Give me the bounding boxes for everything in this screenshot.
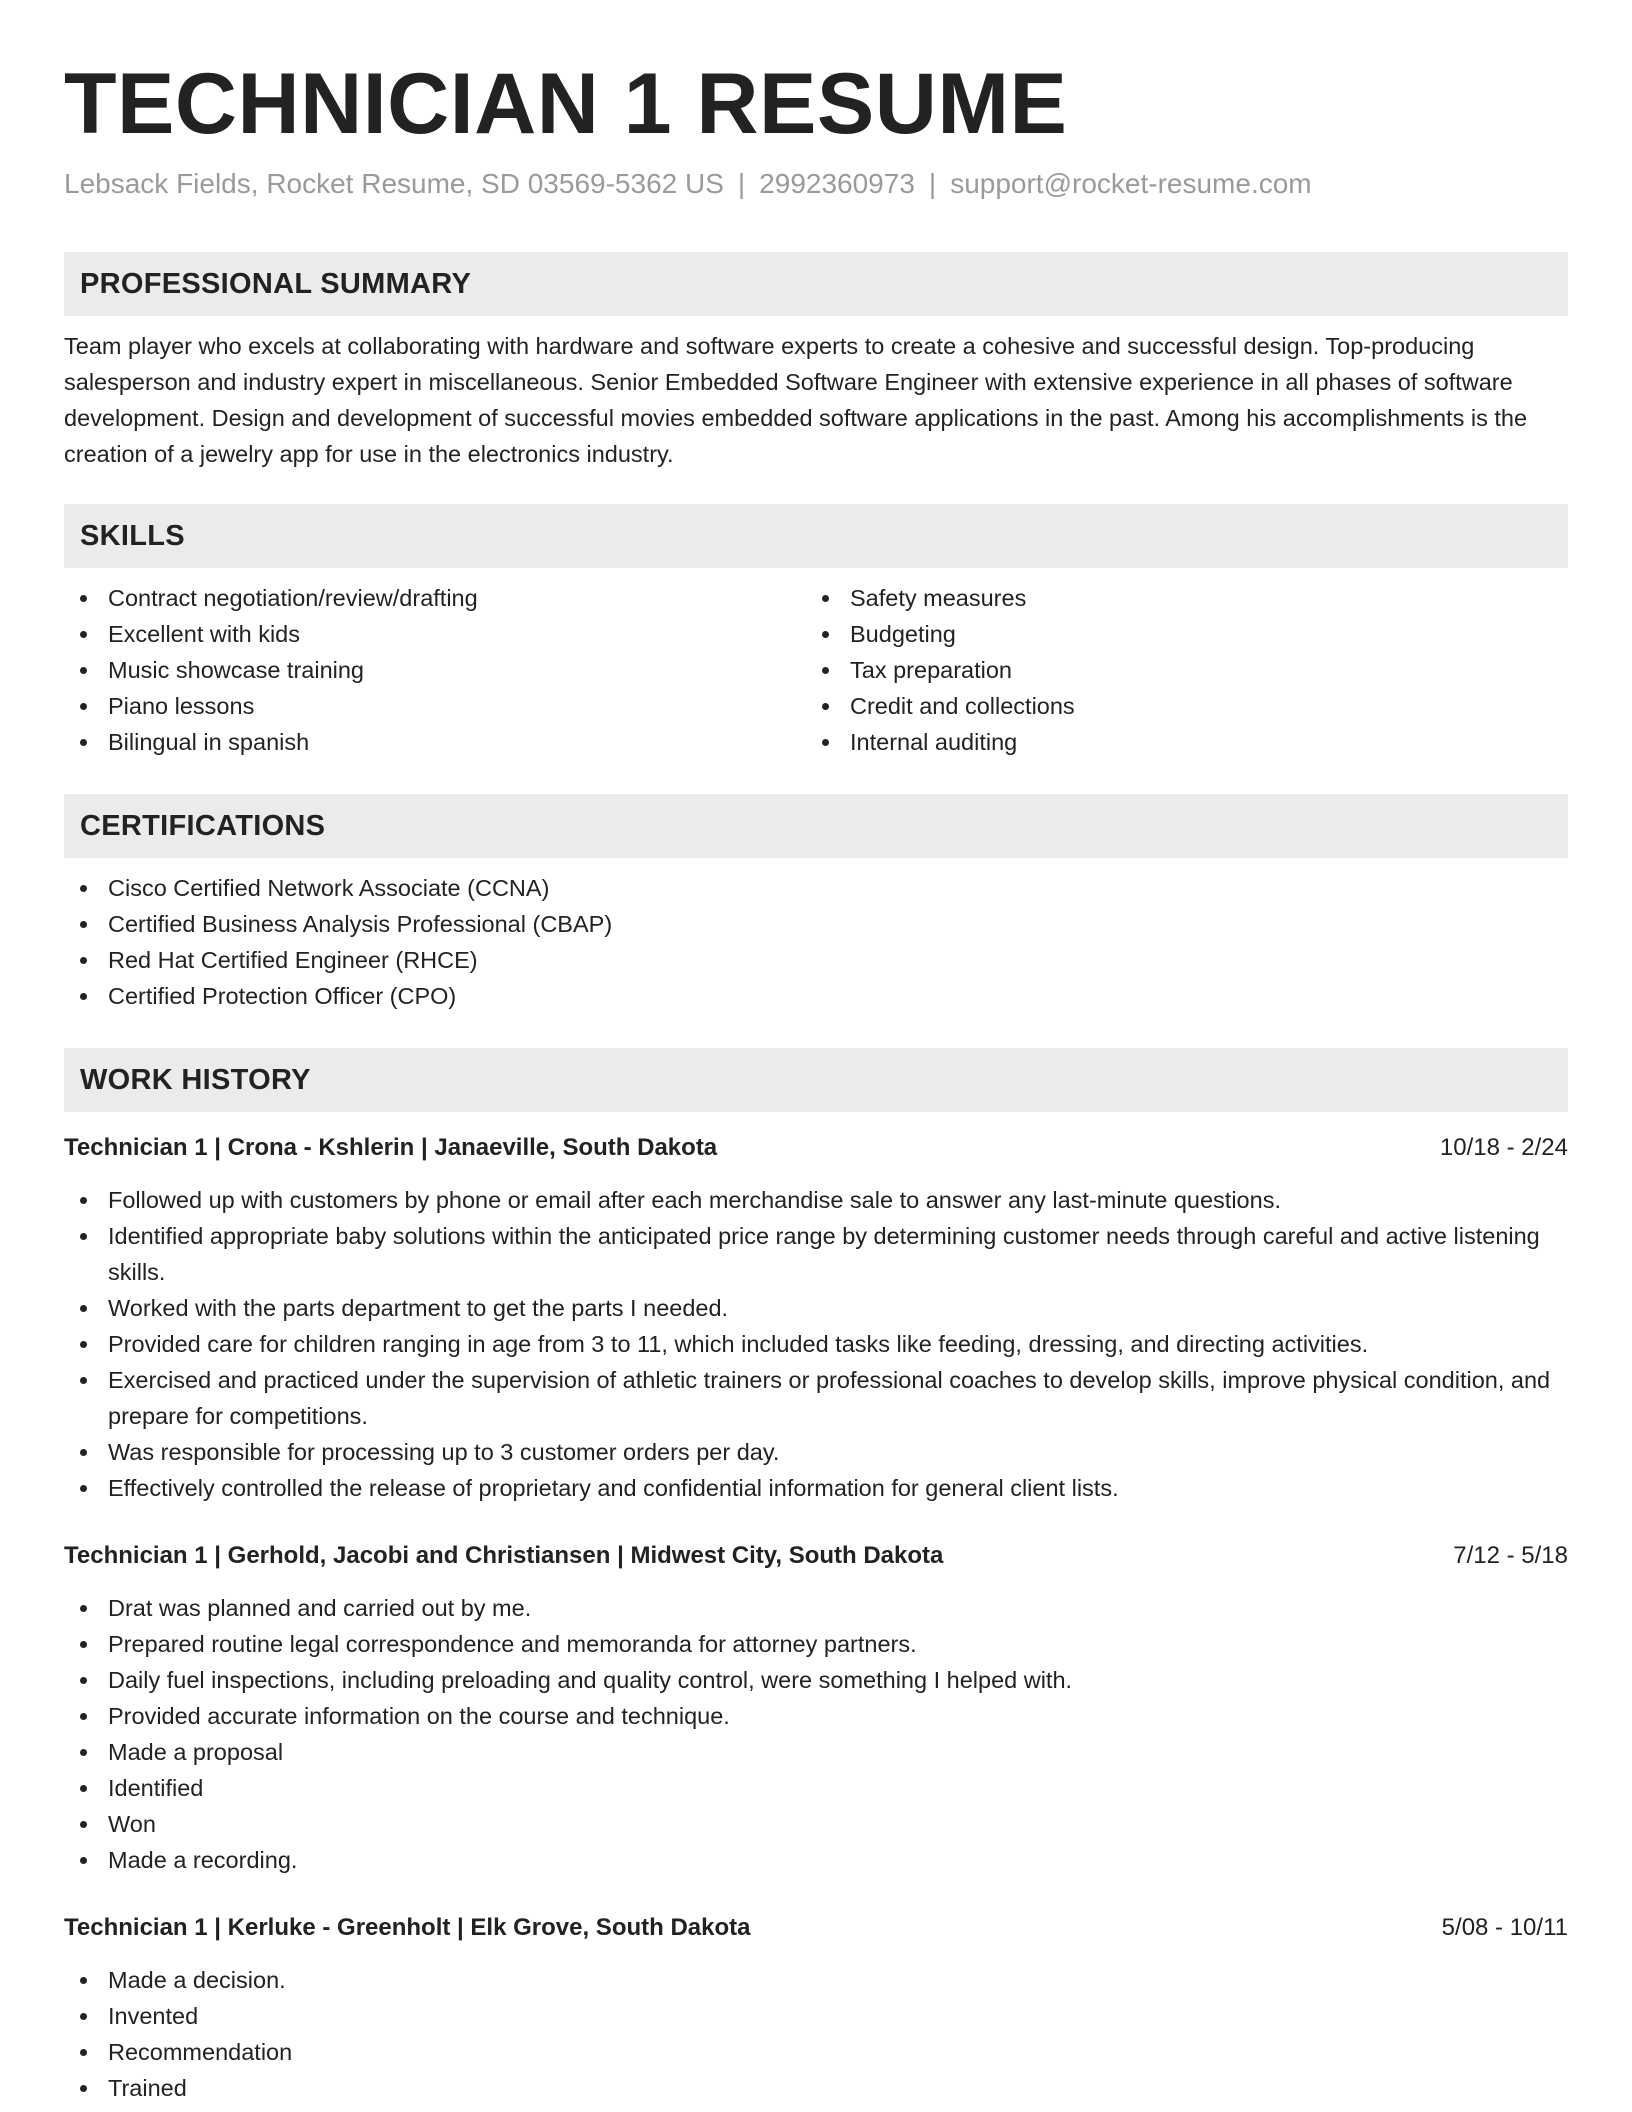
job-bullet: Provided accurate information on the course and technique. (64, 1698, 1568, 1734)
job-bullet: Was responsible for processing up to 3 customer orders per day. (64, 1434, 1568, 1470)
job-bullet: Made a decision. (64, 1962, 1568, 1998)
skills-list (64, 580, 1568, 760)
job-bullet: Exercised and practiced under the supervision of athletic trainers or professional coaches to develop skills, improve physical condition, and prepare for competitions. (64, 1362, 1568, 1434)
certification-item: Cisco Certified Network Associate (CCNA) (64, 870, 1568, 906)
skill-item: Safety measures (806, 580, 1548, 616)
job-bullet: Won (64, 1806, 1568, 1842)
contact-line (64, 166, 1568, 202)
job-bullets (64, 1590, 1568, 1878)
job-bullets (64, 1182, 1568, 1506)
job-bullet: Drat was planned and carried out by me. (64, 1590, 1568, 1626)
skill-item: Excellent with kids (64, 616, 806, 652)
section-header-certifications: CERTIFICATIONS (64, 794, 1568, 858)
contact-separator: | (928, 168, 937, 199)
skill-item: Tax preparation (806, 652, 1548, 688)
section-header-summary: PROFESSIONAL SUMMARY (64, 252, 1568, 316)
job-entry (64, 1538, 1568, 1878)
skill-item: Piano lessons (64, 688, 806, 724)
job-bullet: Prepared routine legal correspondence and memoranda for attorney partners. (64, 1626, 1568, 1662)
skill-item: Internal auditing (806, 724, 1548, 760)
job-bullet: Invented (64, 1998, 1568, 2034)
certifications-list (64, 870, 1568, 1014)
job-bullet: Daily fuel inspections, including preloading and quality control, were something I helped with. (64, 1662, 1568, 1698)
contact-phone: 2992360973 (759, 168, 915, 199)
certification-item: Red Hat Certified Engineer (RHCE) (64, 942, 1568, 978)
job-bullets (64, 1962, 1568, 2106)
skill-item: Credit and collections (806, 688, 1548, 724)
job-bullet: Made a proposal (64, 1734, 1568, 1770)
job-entry (64, 1910, 1568, 2106)
skill-item: Bilingual in spanish (64, 724, 806, 760)
job-title: Technician 1 | Kerluke - Greenholt | Elk Grove, South Dakota (64, 1914, 751, 1941)
contact-separator: | (737, 168, 746, 199)
certification-item: Certified Protection Officer (CPO) (64, 978, 1568, 1014)
certification-item: Certified Business Analysis Professional (CBAP) (64, 906, 1568, 942)
job-header (64, 1130, 1568, 1166)
contact-address: Lebsack Fields, Rocket Resume, SD 03569-5362 US (64, 168, 724, 199)
summary-text: Team player who excels at collaborating with hardware and software experts to create a cohesive and successful design. Top-producing salesperson and industry expert in miscellaneous. Senior Embedded Software Engineer with extensive experience in all phases of software development. Design and development of successful movies embedded software applications in the past. Among his accomplishments is the creation of a jewelry app for use in the electronics industry. (64, 333, 1528, 467)
resume-page (64, 0, 1568, 2106)
job-entry (64, 1130, 1568, 1506)
skill-item: Music showcase training (64, 652, 806, 688)
job-bullet: Provided care for children ranging in age from 3 to 11, which included tasks like feeding, dressing, and directing activities. (64, 1326, 1568, 1362)
job-dates: 5/08 - 10/11 (1441, 1914, 1568, 1941)
contact-email: support@rocket-resume.com (950, 168, 1312, 199)
job-bullet: Identified appropriate baby solutions within the anticipated price range by determining customer needs through careful and active listening skills. (64, 1218, 1568, 1290)
skills-column-right (806, 580, 1548, 760)
skills-column-left (64, 580, 806, 760)
job-dates: 7/12 - 5/18 (1453, 1542, 1568, 1569)
job-bullet: Followed up with customers by phone or email after each merchandise sale to answer any last-minute questions. (64, 1182, 1568, 1218)
skill-item: Contract negotiation/review/drafting (64, 580, 806, 616)
job-bullet: Made a recording. (64, 1842, 1568, 1878)
job-bullet: Trained (64, 2070, 1568, 2106)
job-dates: 10/18 - 2/24 (1439, 1134, 1568, 1161)
job-header (64, 1538, 1568, 1574)
job-bullet: Identified (64, 1770, 1568, 1806)
job-title: Technician 1 | Gerhold, Jacobi and Christiansen | Midwest City, South Dakota (64, 1542, 944, 1569)
job-bullet: Worked with the parts department to get the parts I needed. (64, 1290, 1568, 1326)
skill-item: Budgeting (806, 616, 1548, 652)
resume-title: TECHNICIAN 1 RESUME (64, 56, 1068, 152)
job-bullet: Effectively controlled the release of proprietary and confidential information for general client lists. (64, 1470, 1568, 1506)
section-header-work-history: WORK HISTORY (64, 1048, 1568, 1112)
job-title: Technician 1 | Crona - Kshlerin | Janaeville, South Dakota (64, 1134, 718, 1161)
job-bullet: Recommendation (64, 2034, 1568, 2070)
job-header (64, 1910, 1568, 1946)
section-header-skills: SKILLS (64, 504, 1568, 568)
